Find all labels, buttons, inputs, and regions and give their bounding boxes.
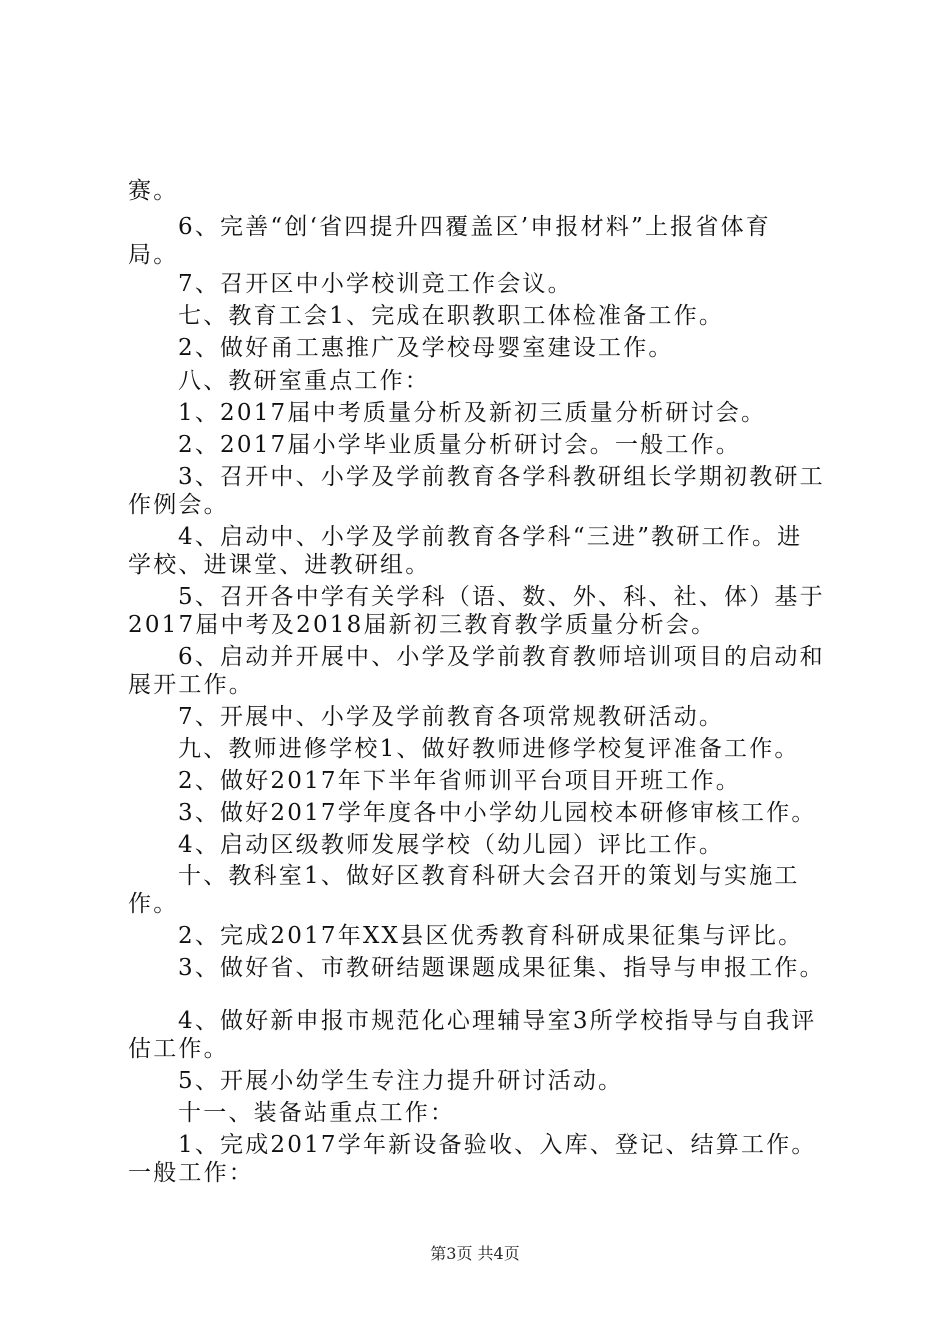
text-line: 2、2017届小学毕业质量分析研讨会。一般工作。 [178,432,741,458]
text-line: 3、做好2017学年度各中小学幼儿园校本研修审核工作。 [178,800,817,826]
text-line: 6、完善“创‘省四提升四覆盖区’申报材料”上报省体育 [178,214,771,240]
text-line: 估工作。 [128,1036,229,1062]
text-line: 5、召开各中学有关学科（语、数、外、科、社、体）基于 [178,584,825,610]
text-line: 6、启动并开展中、小学及学前教育教师培训项目的启动和 [178,644,825,670]
text-line: 十一、装备站重点工作： [178,1100,456,1126]
page-footer: 第3页 共4页 [430,1244,520,1263]
text-line: 3、做好省、市教研结题课题成果征集、指导与申报工作。 [178,955,825,981]
text-line: 7、开展中、小学及学前教育各项常规教研活动。 [178,704,725,730]
text-line: 1、完成2017学年新设备验收、入库、登记、结算工作。 [178,1132,817,1158]
text-line: 4、做好新申报市规范化心理辅导室3所学校指导与自我评 [178,1008,817,1034]
text-line: 2017届中考及2018届新初三教育教学质量分析会。 [128,612,717,638]
text-line: 5、开展小幼学生专注力提升研讨活动。 [178,1068,624,1094]
text-line: 赛。 [128,178,179,204]
text-line: 局。 [128,242,179,268]
text-line: 2、做好甬工惠推广及学校母婴室建设工作。 [178,335,674,361]
text-line: 十、教科室1、做好区教育科研大会召开的策划与实施工 [178,863,800,889]
text-line: 作。 [128,891,179,917]
text-line: 作例会。 [128,492,229,518]
text-line: 7、召开区中小学校训竞工作会议。 [178,271,573,297]
text-line: 一般工作： [128,1160,254,1186]
text-line: 4、启动中、小学及学前教育各学科“三进”教研工作。进 [178,524,803,550]
text-line: 3、召开中、小学及学前教育各学科教研组长学期初教研工 [178,464,825,490]
text-line: 展开工作。 [128,672,254,698]
text-line: 八、教研室重点工作： [178,368,430,394]
text-line: 4、启动区级教师发展学校（幼儿园）评比工作。 [178,832,725,858]
text-line: 七、教育工会1、完成在职教职工体检准备工作。 [178,303,725,329]
text-line: 2、做好2017年下半年省师训平台项目开班工作。 [178,768,741,794]
text-line: 学校、进课堂、进教研组。 [128,552,431,578]
text-line: 九、教师进修学校1、做好教师进修学校复评准备工作。 [178,736,800,762]
text-line: 1、2017届中考质量分析及新初三质量分析研讨会。 [178,400,767,426]
text-line: 2、完成2017年XX县区优秀教育科研成果征集与评比。 [178,923,804,949]
